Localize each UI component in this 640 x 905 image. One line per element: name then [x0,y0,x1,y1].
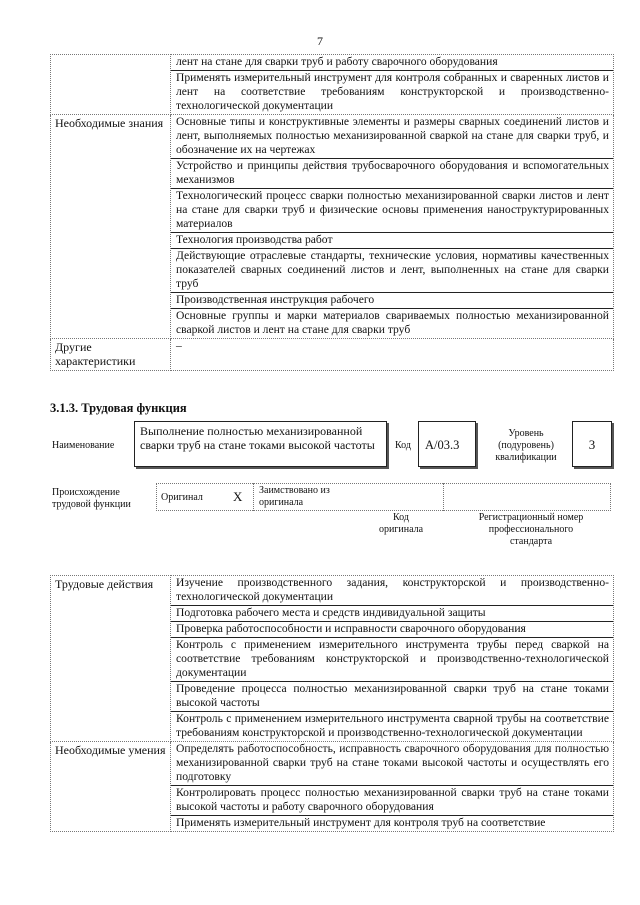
list-item: Проверка работоспособности и исправности сварочного оборудования [171,622,613,638]
list-item: лент на стане для сварки труб и работу сварочного оборудования [171,55,613,71]
list-item: Применять измерительный инструмент для контроля труб на соответствие [176,816,546,829]
table-row [51,115,614,339]
list-item: Устройство и принципы действия трубосварочного оборудования и вспомогательных механизмов [171,159,613,189]
list-item: Изучение производственного задания, конструкторской и производственно-технологической документации [171,576,613,606]
row-label-skills: Необходимые умения [51,742,171,832]
list-item: Подготовка рабочего места и средств индивидуальной защиты [171,606,613,622]
row-label [51,55,171,115]
row-content [171,55,614,115]
row-content [171,576,614,742]
list-item: – [176,339,182,352]
list-item: Контроль с применением измерительного инструмента трубы перед сваркой на соответствие требованиям конструкторской и производственно-технологической документации [171,638,613,682]
code-value: А/03.3 [425,438,460,452]
section-title: 3.1.3. Трудовая функция [50,401,187,415]
list-item: Основные типы и конструктивные элементы и размеры сварных соединений листов и лент, выполняемых полностью механизированной сваркой на стане для сварки труб, и обозначение их на чертежах [171,115,613,159]
row-content [171,339,614,371]
table-row [51,55,614,115]
table-row [51,339,614,371]
bottom-requirements-table [50,575,614,832]
function-name: Выполнение полностью механизированной сварки труб на стане токами высокой частоты [140,424,375,452]
list-item: Контроль с применением измерительного инструмента сварной трубы на соответствие требованиям конструкторской и производственно-технологической документации [176,712,609,739]
code-box [418,421,476,467]
list-item: Применять измерительный инструмент для контроля собранных и сваренных листов и лент на соответствие требованиям конструкторской и производственно-технологической документации [176,71,609,112]
row-content [171,742,614,832]
row-label-other: Другие характеристики [51,339,171,371]
list-item: Технологический процесс сварки полностью механизированной сварки листов и лент на стане для сварки труб и физические основы применения наноструктурированных материалов [171,189,613,233]
table-row [51,576,614,742]
origin-box [156,483,611,511]
list-item: Контролировать процесс полностью механизированной сварки труб на стане токами высокой частоты и работу сварочного оборудования [171,786,613,816]
level-label: Уровень (подуровень) квалификации [495,428,557,463]
origin-divider [443,483,444,511]
original-mark: X [233,489,243,504]
reg-caption: Регистрационный номер профессионального стандарта [478,512,584,547]
top-requirements-table [50,54,614,371]
name-label: Наименование [52,440,115,451]
level-box [572,421,612,467]
list-item: Основные группы и марки материалов свариваемых полностью механизированной сваркой листов и лент на стане для сварки труб [176,309,609,336]
page-number: 7 [317,34,323,48]
original-label: Оригинал [161,492,203,503]
origin-divider [253,483,254,511]
table-row [51,742,614,832]
level-value: 3 [588,437,596,452]
function-name-box [134,421,387,467]
row-label-knowledge: Необходимые знания [51,115,171,339]
list-item: Проведение процесса полностью механизированной сварки труб на стане токами высокой частоты [171,682,613,712]
code-caption: Код оригинала [378,512,424,535]
borrowed-label: Заимствовано из оригинала [259,485,330,508]
list-item: Производственная инструкция рабочего [171,293,613,309]
row-content [171,115,614,339]
list-item: Определять работоспособность, исправность сварочного оборудования для полностью механизированной сварки труб на стане токами высокой частоты и осуществлять его подготовку [171,742,613,786]
origin-label: Происхождение трудовой функции [52,487,131,510]
list-item: Действующие отраслевые стандарты, технические условия, нормативы качественных показателей сварных соединений листов и лент, выполненных на стане для сварки труб [171,249,613,293]
list-item: Технология производства работ [171,233,613,249]
row-label-actions: Трудовые действия [51,576,171,742]
code-label: Код [395,440,411,451]
